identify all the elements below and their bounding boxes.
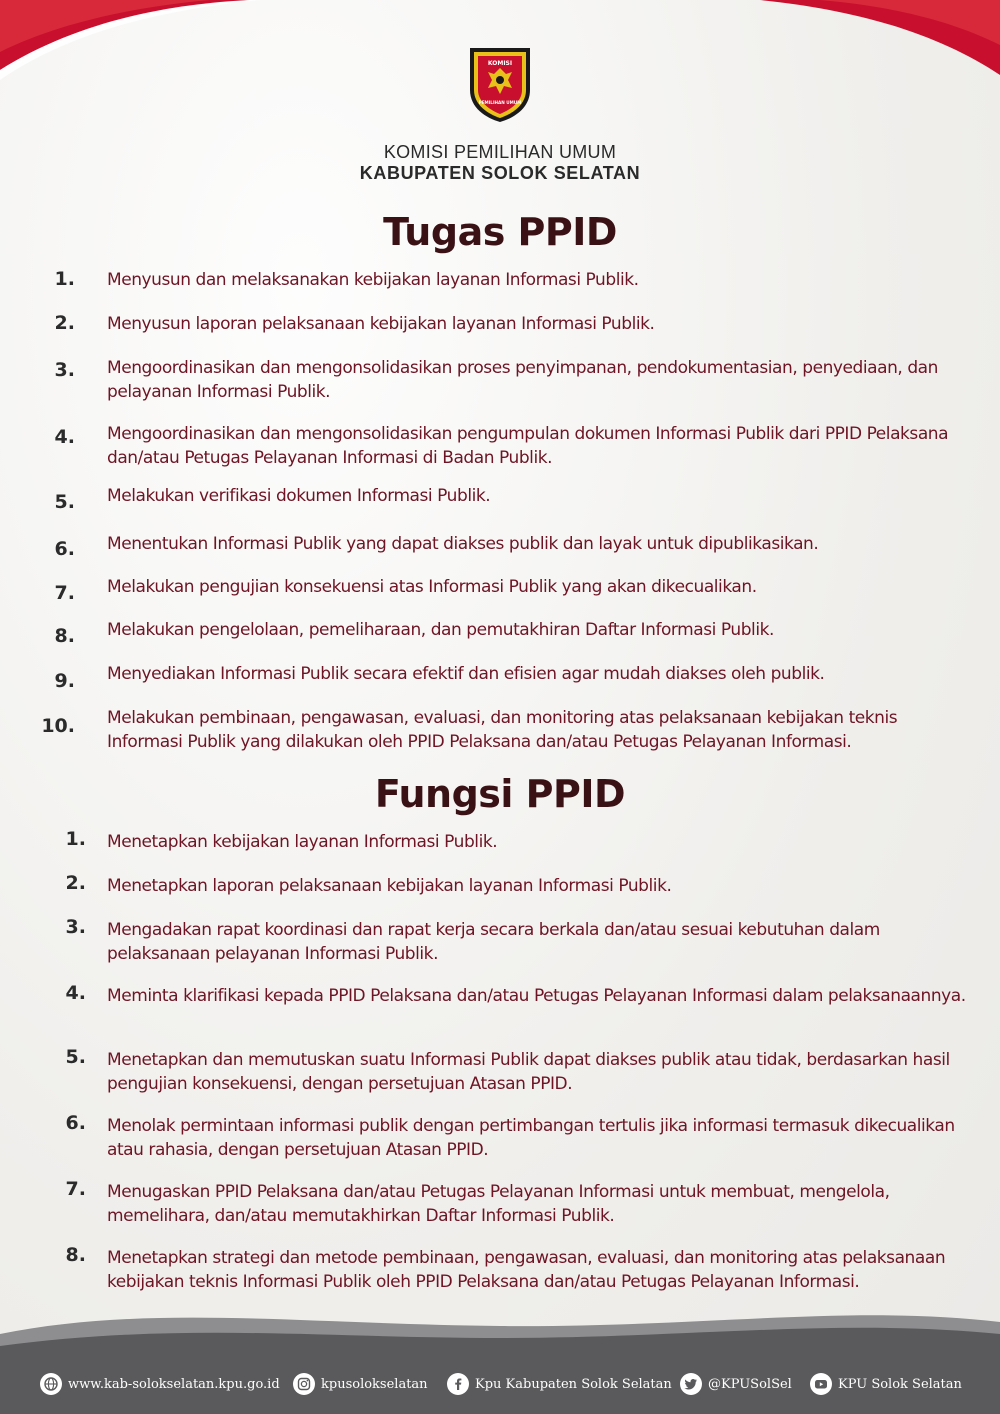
fungsi-item-number: 1.: [65, 828, 86, 850]
fungsi-item-text: Meminta klarifikasi kepada PPID Pelaksana dan/atau Petugas Pelayanan Informasi dalam pelaksanaannya.: [107, 986, 966, 1006]
tugas-item-text: Melakukan pengujian konsekuensi atas Informasi Publik yang akan dikecualikan.: [107, 577, 757, 597]
instagram-icon: [293, 1373, 315, 1395]
tugas-item-number: 6.: [54, 538, 75, 560]
youtube-icon: [810, 1373, 832, 1395]
facebook-icon: [447, 1373, 469, 1395]
tugas-item-number: 4.: [54, 426, 75, 448]
tugas-item-text: Melakukan pembinaan, pengawasan, evaluasi, dan monitoring atas pelaksanaan kebijakan teknis Informasi Publik yang dilakukan oleh PPID Pelaksana dan/atau Petugas Pelayanan Informasi.: [107, 708, 898, 752]
fungsi-item-number: 3.: [65, 916, 86, 938]
svg-text:PEMILIHAN UMUM: PEMILIHAN UMUM: [478, 100, 522, 105]
fungsi-item-text: Menetapkan kebijakan layanan Informasi Publik.: [107, 832, 498, 852]
fungsi-item-number: 4.: [65, 982, 86, 1004]
fungsi-item-number: 6.: [65, 1112, 86, 1134]
footer-facebook[interactable]: [447, 1370, 672, 1398]
fungsi-item-number: 5.: [65, 1046, 86, 1068]
tugas-item-text: Menyusun laporan pelaksanaan kebijakan layanan Informasi Publik.: [107, 314, 655, 334]
tugas-title: Tugas PPID: [383, 210, 617, 254]
fungsi-item-text: Menetapkan laporan pelaksanaan kebijakan layanan Informasi Publik.: [107, 876, 672, 896]
org-region: KABUPATEN SOLOK SELATAN: [359, 163, 641, 183]
footer-instagram[interactable]: [293, 1370, 428, 1398]
facebook-text: Kpu Kabupaten Solok Selatan: [475, 1376, 672, 1392]
tugas-item-number: 10.: [41, 715, 75, 737]
tugas-item-number: 9.: [54, 670, 75, 692]
header: [0, 44, 1000, 184]
tugas-item-text: Menentukan Informasi Publik yang dapat diakses publik dan layak untuk dipublikasikan.: [107, 534, 819, 554]
footer-contacts: [0, 1370, 1000, 1400]
youtube-text: KPU Solok Selatan: [838, 1376, 962, 1392]
fungsi-item-text: Menetapkan dan memutuskan suatu Informasi Publik dapat diakses publik atau tidak, berdasarkan hasil pengujian konsekuensi, dengan persetujuan Atasan PPID.: [107, 1050, 950, 1094]
tugas-item-text: Menyediakan Informasi Publik secara efektif dan efisien agar mudah diakses oleh publik.: [107, 664, 825, 684]
fungsi-item-text: Menugaskan PPID Pelaksana dan/atau Petugas Pelayanan Informasi untuk membuat, mengelola, memelihara, dan/atau memutakhirkan Daftar Informasi Publik.: [107, 1182, 890, 1226]
footer-website[interactable]: [40, 1370, 280, 1398]
globe-icon: [40, 1373, 62, 1395]
instagram-text: kpusolokselatan: [321, 1376, 428, 1392]
org-name: KOMISI PEMILIHAN UMUM: [383, 142, 617, 162]
twitter-text: @KPUSolSel: [708, 1376, 792, 1392]
tugas-item-number: 1.: [54, 268, 75, 290]
kpu-logo: [464, 44, 536, 124]
footer-youtube[interactable]: [810, 1370, 962, 1398]
svg-text:KOMISI: KOMISI: [487, 60, 513, 67]
fungsi-item-text: Menolak permintaan informasi publik dengan pertimbangan tertulis jika informasi termasuk dikecualikan atau rahasia, dengan persetujuan Atasan PPID.: [107, 1116, 955, 1160]
tugas-item-text: Mengoordinasikan dan mengonsolidasikan pengumpulan dokumen Informasi Publik dari PPID Pelaksana dan/atau Petugas Pelayanan Informasi di Badan Publik.: [107, 424, 949, 468]
tugas-item-number: 8.: [54, 625, 75, 647]
tugas-item-text: Melakukan pengelolaan, pemeliharaan, dan pemutakhiran Daftar Informasi Publik.: [107, 620, 774, 640]
tugas-item-text: Melakukan verifikasi dokumen Informasi Publik.: [107, 486, 491, 506]
fungsi-item-text: Mengadakan rapat koordinasi dan rapat kerja secara berkala dan/atau sesuai kebutuhan dalam pelaksanaan pelayanan Informasi Publik.: [107, 920, 880, 964]
tugas-item-number: 2.: [54, 312, 75, 334]
tugas-item-text: Menyusun dan melaksanakan kebijakan layanan Informasi Publik.: [107, 270, 639, 290]
fungsi-title: Fungsi PPID: [374, 772, 626, 816]
fungsi-item-number: 7.: [65, 1178, 86, 1200]
tugas-item-number: 5.: [54, 491, 75, 513]
tugas-item-number: 7.: [54, 582, 75, 604]
twitter-icon: [680, 1373, 702, 1395]
tugas-item-text: Mengoordinasikan dan mengonsolidasikan proses penyimpanan, pendokumentasian, penyediaan, dan pelayanan Informasi Publik.: [107, 358, 938, 402]
fungsi-item-number: 2.: [65, 872, 86, 894]
fungsi-item-number: 8.: [65, 1244, 86, 1266]
footer-twitter[interactable]: [680, 1370, 792, 1398]
fungsi-item-text: Menetapkan strategi dan metode pembinaan, pengawasan, evaluasi, dan monitoring atas pelaksanaan kebijakan teknis Informasi Publik oleh PPID Pelaksana dan/atau Petugas Pelayanan Informasi.: [107, 1248, 946, 1292]
website-text: www.kab-solokselatan.kpu.go.id: [68, 1376, 280, 1392]
tugas-item-number: 3.: [54, 359, 75, 381]
